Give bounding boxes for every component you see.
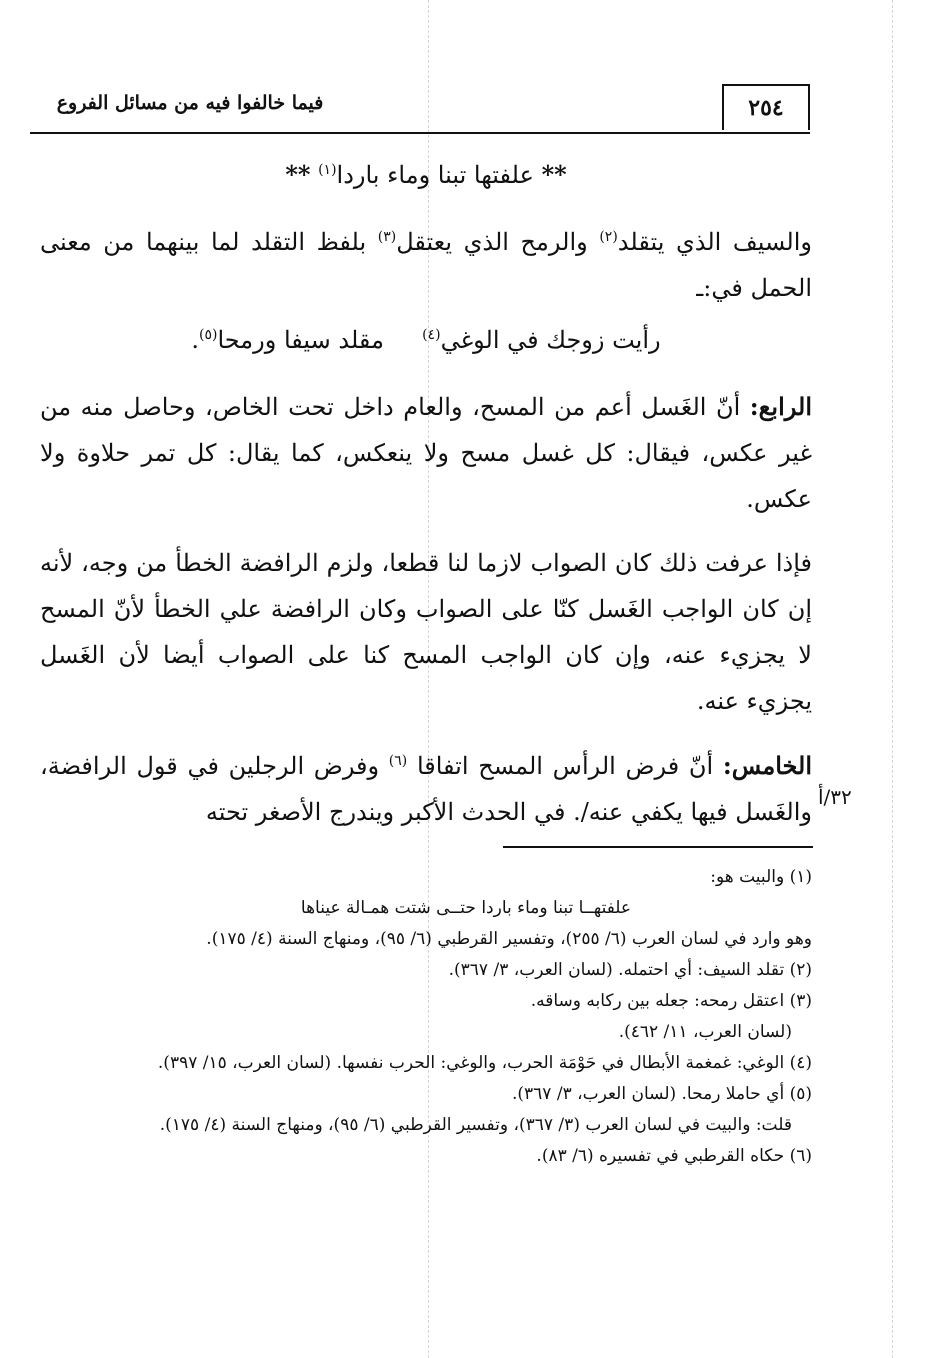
section-label: الخامس: — [722, 751, 812, 780]
verse-stars: ** — [285, 160, 311, 189]
footnote: (٢) تقلد السيف: أي احتمله. (لسان العرب، ٣/ ٣٦٧). — [448, 960, 812, 980]
footnote-verse: علفتهــا تبنا وماء باردا حتــى شتت همـالة عيناها — [300, 898, 632, 918]
verse-end: . — [191, 326, 200, 354]
scan-guide-line — [892, 0, 893, 1358]
footnote-ref: (٦) — [388, 753, 408, 769]
paragraph-text: بلفظ التقلد لما بينهما من معنى الحمل في:ـ — [40, 228, 812, 302]
verse-second-hemistich: مقلد سيفا ورمحا — [217, 326, 384, 354]
page-number: ٢٥٤ — [722, 84, 810, 130]
page-header — [30, 84, 810, 134]
section-label: الرابع: — [749, 392, 812, 421]
footnote-ref: (٤) — [422, 327, 441, 343]
paragraph-text: أنّ الغَسل أعم من المسح، والعام داخل تحت الخاص، وحاصل منه من غير عكس، فيقال: كل غسل مسح ولا ينعكس، كما يقال: كل تمر حلاوة ولا عكس. — [40, 393, 812, 513]
paragraph-text: وفرض الرجلين في قول الرافضة، والغَسل فيها يكفي عنه/. في الحدث الأكبر ويندرج الأصغر تحته — [40, 752, 812, 826]
footnote-ref: (٣) — [377, 229, 397, 245]
footnote-ref: (١) — [318, 162, 337, 178]
footnote: (٦) حكاه القرطبي في تفسيره (٦/ ٨٣). — [536, 1146, 812, 1166]
verse-stars: ** — [541, 160, 567, 189]
paragraph-1 — [40, 214, 812, 311]
footnotes — [60, 862, 812, 1172]
footnote: قلت: والبيت في لسان العرب (٣/ ٣٦٧)، وتفسير القرطبي (٦/ ٩٥)، ومنهاج السنة (٤/ ١٧٥). — [159, 1115, 792, 1135]
paragraph-text: فإذا عرفت ذلك كان الصواب لازما لنا قطعا، ولزم الرافضة الخطأ من وجه، لأنه إن كان الواجب الغَسل كنّا على الصواب وكان الرافضة علي الخطأ لأنّ المسح لا يجزيء عنه، وإن كان الواجب المسح كنا على الصواب أيضا لأن الغَسل يجزيء عنه. — [40, 549, 812, 715]
footnote: (٥) أي حاملا رمحا. (لسان العرب، ٣/ ٣٦٧). — [511, 1084, 812, 1104]
footnote: (٤) الوغي: غمغمة الأبطال في حَوْمَة الحرب، والوغي: الحرب نفسها. (لسان العرب، ١٥/ ٣٩٧). — [157, 1053, 812, 1073]
manuscript-folio-ref: ٣٢/أ — [818, 785, 852, 809]
verse-line-2 — [40, 326, 812, 354]
paragraph-4 — [40, 738, 812, 835]
footnote: (١) والبيت هو: — [710, 867, 812, 887]
footnote: (لسان العرب، ١١/ ٤٦٢). — [618, 1022, 792, 1042]
paragraph-text: والرمح الذي يعتقل — [396, 228, 600, 256]
verse-first-hemistich: رأيت زوجك في الوغي — [440, 326, 661, 354]
paragraph-text: أنّ فرض الرأس المسح اتفاقا — [407, 752, 723, 780]
footnote: (٣) اعتقل رمحه: جعله بين ركابه وساقه. — [530, 991, 812, 1011]
footnote-ref: (٢) — [599, 229, 618, 245]
paragraph-3 — [40, 540, 812, 724]
paragraph-2 — [40, 384, 812, 522]
verse-text: علفتها تبنا وماء باردا — [336, 161, 534, 189]
paragraph-text: والسيف الذي يتقلد — [617, 228, 812, 256]
footnote: وهو وارد في لسان العرب (٦/ ٢٥٥)، وتفسير القرطبي (٦/ ٩٥)، ومنهاج السنة (٤/ ١٧٥). — [206, 929, 812, 949]
footnote-ref: (٥) — [199, 327, 218, 343]
verse-line-1 — [40, 160, 812, 189]
running-title: فيما خالفوا فيه من مسائل الفروع — [56, 92, 324, 114]
footnote-separator — [503, 846, 813, 848]
